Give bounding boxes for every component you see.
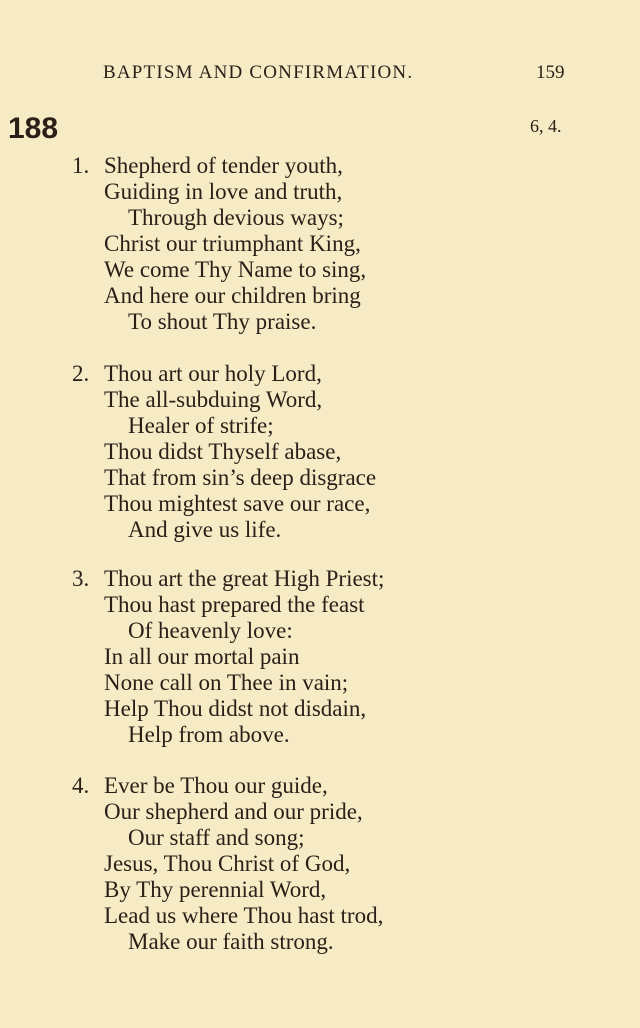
verse-line: Of heavenly love: [128, 618, 293, 643]
hymn-meter: 6, 4. [530, 116, 562, 136]
verse-line: Thou art our holy Lord, [104, 361, 322, 386]
verse-line: Thou didst Thyself abase, [104, 439, 342, 464]
verse-number: 3. [72, 566, 90, 591]
verse-number: 2. [72, 361, 90, 386]
verse-number: 4. [72, 773, 90, 798]
verse-line: Guiding in love and truth, [104, 179, 343, 204]
verse-line: Thou mightest save our race, [104, 491, 371, 516]
verse-line: Christ our triumphant King, [104, 231, 361, 256]
page-header [0, 62, 640, 88]
verse-line: Our shepherd and our pride, [104, 799, 363, 824]
verse-line: And give us life. [128, 517, 282, 542]
verse-line: Make our faith strong. [128, 929, 334, 954]
page-number: 159 [536, 62, 565, 83]
section-title: BAPTISM AND CONFIRMATION. [103, 62, 414, 83]
verse-line: The all-subduing Word, [104, 387, 323, 412]
verse-line: Shepherd of tender youth, [104, 153, 343, 178]
verse-line: To shout Thy praise. [128, 309, 317, 334]
verse-line: Healer of strife; [128, 413, 274, 438]
verse-line: Help from above. [128, 722, 290, 747]
verse-line: Through devious ways; [128, 205, 344, 230]
verse-line: Our staff and song; [128, 825, 305, 850]
verse-line: Lead us where Thou hast trod, [104, 903, 384, 928]
verse-line: Thou hast prepared the feast [104, 592, 365, 617]
verse-line: And here our children bring [104, 283, 361, 308]
verse-line: Ever be Thou our guide, [104, 773, 328, 798]
verse-line: By Thy perennial Word, [104, 877, 327, 902]
verse-line: Thou art the great High Priest; [104, 566, 385, 591]
verse-line: We come Thy Name to sing, [104, 257, 367, 282]
verse-line: In all our mortal pain [104, 644, 300, 669]
verse-line: Help Thou didst not disdain, [104, 696, 367, 721]
verse-line: None call on Thee in vain; [104, 670, 349, 695]
verse-number: 1. [72, 153, 90, 178]
verse-line: That from sin’s deep disgrace [104, 465, 377, 490]
verse-line: Jesus, Thou Christ of God, [104, 851, 351, 876]
hymn-number: 188 [8, 112, 59, 145]
